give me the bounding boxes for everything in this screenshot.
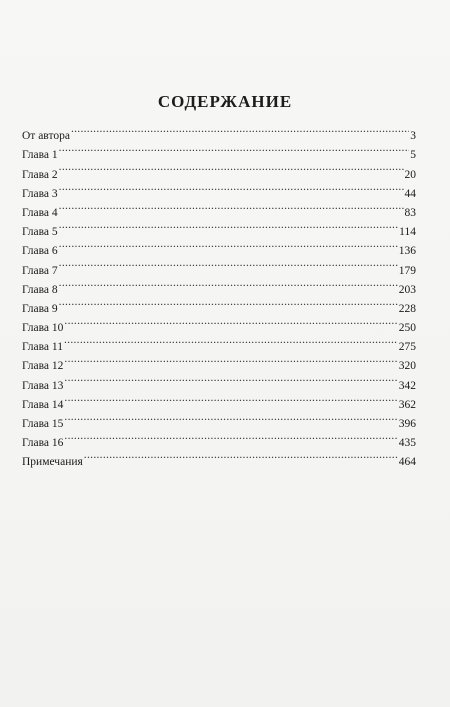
toc-entry-page: 114 — [399, 226, 416, 239]
dot-leader — [59, 235, 398, 254]
toc-entry-label: Глава 7 — [22, 264, 58, 277]
toc-entry-page: 228 — [398, 302, 416, 315]
toc-entry-page: 275 — [398, 341, 416, 354]
toc-entry — [22, 312, 416, 335]
toc-entry — [22, 331, 416, 354]
toc-entry — [22, 350, 416, 373]
toc-entry-label: Глава 11 — [22, 341, 63, 354]
toc-entry-page: 435 — [398, 437, 416, 450]
toc-entry — [22, 293, 416, 315]
toc-entry-label: Глава 8 — [22, 283, 58, 296]
toc-entry-label: Глава 2 — [22, 168, 58, 181]
toc-entry-label: Глава 13 — [22, 379, 64, 392]
toc-entry — [22, 446, 416, 469]
toc-entry-label: Глава 3 — [22, 187, 58, 200]
dot-leader — [59, 158, 404, 177]
dot-leader — [59, 139, 410, 158]
toc-entry-label: Глава 12 — [22, 360, 64, 373]
toc-entry — [22, 235, 416, 258]
toc-entry-label: Глава 9 — [22, 302, 58, 315]
toc-entry — [22, 254, 416, 277]
toc-entry — [22, 139, 416, 162]
toc-entry-label: Глава 14 — [22, 398, 64, 411]
dot-leader — [59, 216, 399, 235]
dot-leader — [64, 389, 397, 408]
toc-entry — [22, 408, 416, 430]
toc-entry-label: От автора — [22, 130, 70, 143]
dot-leader — [64, 408, 397, 427]
toc-entry — [22, 120, 416, 143]
toc-entry — [22, 197, 416, 219]
toc-entry-page: 136 — [398, 245, 416, 258]
dot-leader — [64, 427, 397, 446]
toc-entry-page: 5 — [410, 149, 416, 162]
toc-entry-label: Глава 1 — [22, 149, 58, 162]
dot-leader — [64, 312, 397, 331]
toc-entry-page: 320 — [398, 360, 416, 373]
toc-entry — [22, 427, 416, 450]
table-of-contents — [22, 120, 416, 469]
toc-entry-page: 44 — [404, 187, 416, 200]
toc-entry-page: 362 — [398, 398, 416, 411]
toc-entry — [22, 178, 416, 200]
toc-entry-label: Глава 5 — [22, 226, 58, 239]
toc-entry-page: 20 — [404, 168, 416, 181]
toc-entry — [22, 216, 416, 239]
toc-entry — [22, 158, 416, 181]
dot-leader — [59, 254, 398, 273]
dot-leader — [71, 120, 409, 139]
toc-entry-page: 396 — [398, 418, 416, 430]
toc-entry-label: Глава 6 — [22, 245, 58, 258]
toc-entry-page: 250 — [398, 322, 416, 335]
dot-leader — [59, 197, 404, 216]
toc-entry-label: Примечания — [22, 456, 83, 469]
toc-entry — [22, 389, 416, 411]
dot-leader — [59, 274, 398, 293]
toc-entry-label: Глава 4 — [22, 206, 58, 219]
page-title: СОДЕРЖАНИЕ — [157, 92, 293, 111]
toc-entry-page: 342 — [398, 379, 416, 392]
dot-leader — [64, 350, 397, 369]
dot-leader — [64, 331, 398, 350]
toc-entry — [22, 369, 416, 392]
toc-entry-label: Глава 10 — [22, 322, 64, 335]
toc-entry-label: Глава 15 — [22, 418, 64, 430]
toc-entry-page: 3 — [410, 130, 416, 143]
toc-entry-page: 179 — [398, 264, 416, 277]
toc-entry — [22, 274, 416, 296]
toc-entry-page: 203 — [398, 283, 416, 296]
dot-leader — [84, 446, 398, 465]
toc-entry-page: 464 — [398, 456, 416, 469]
dot-leader — [59, 178, 404, 197]
toc-entry-page: 83 — [404, 206, 416, 219]
dot-leader — [59, 293, 398, 312]
dot-leader — [64, 369, 397, 388]
toc-entry-label: Глава 16 — [22, 437, 64, 450]
